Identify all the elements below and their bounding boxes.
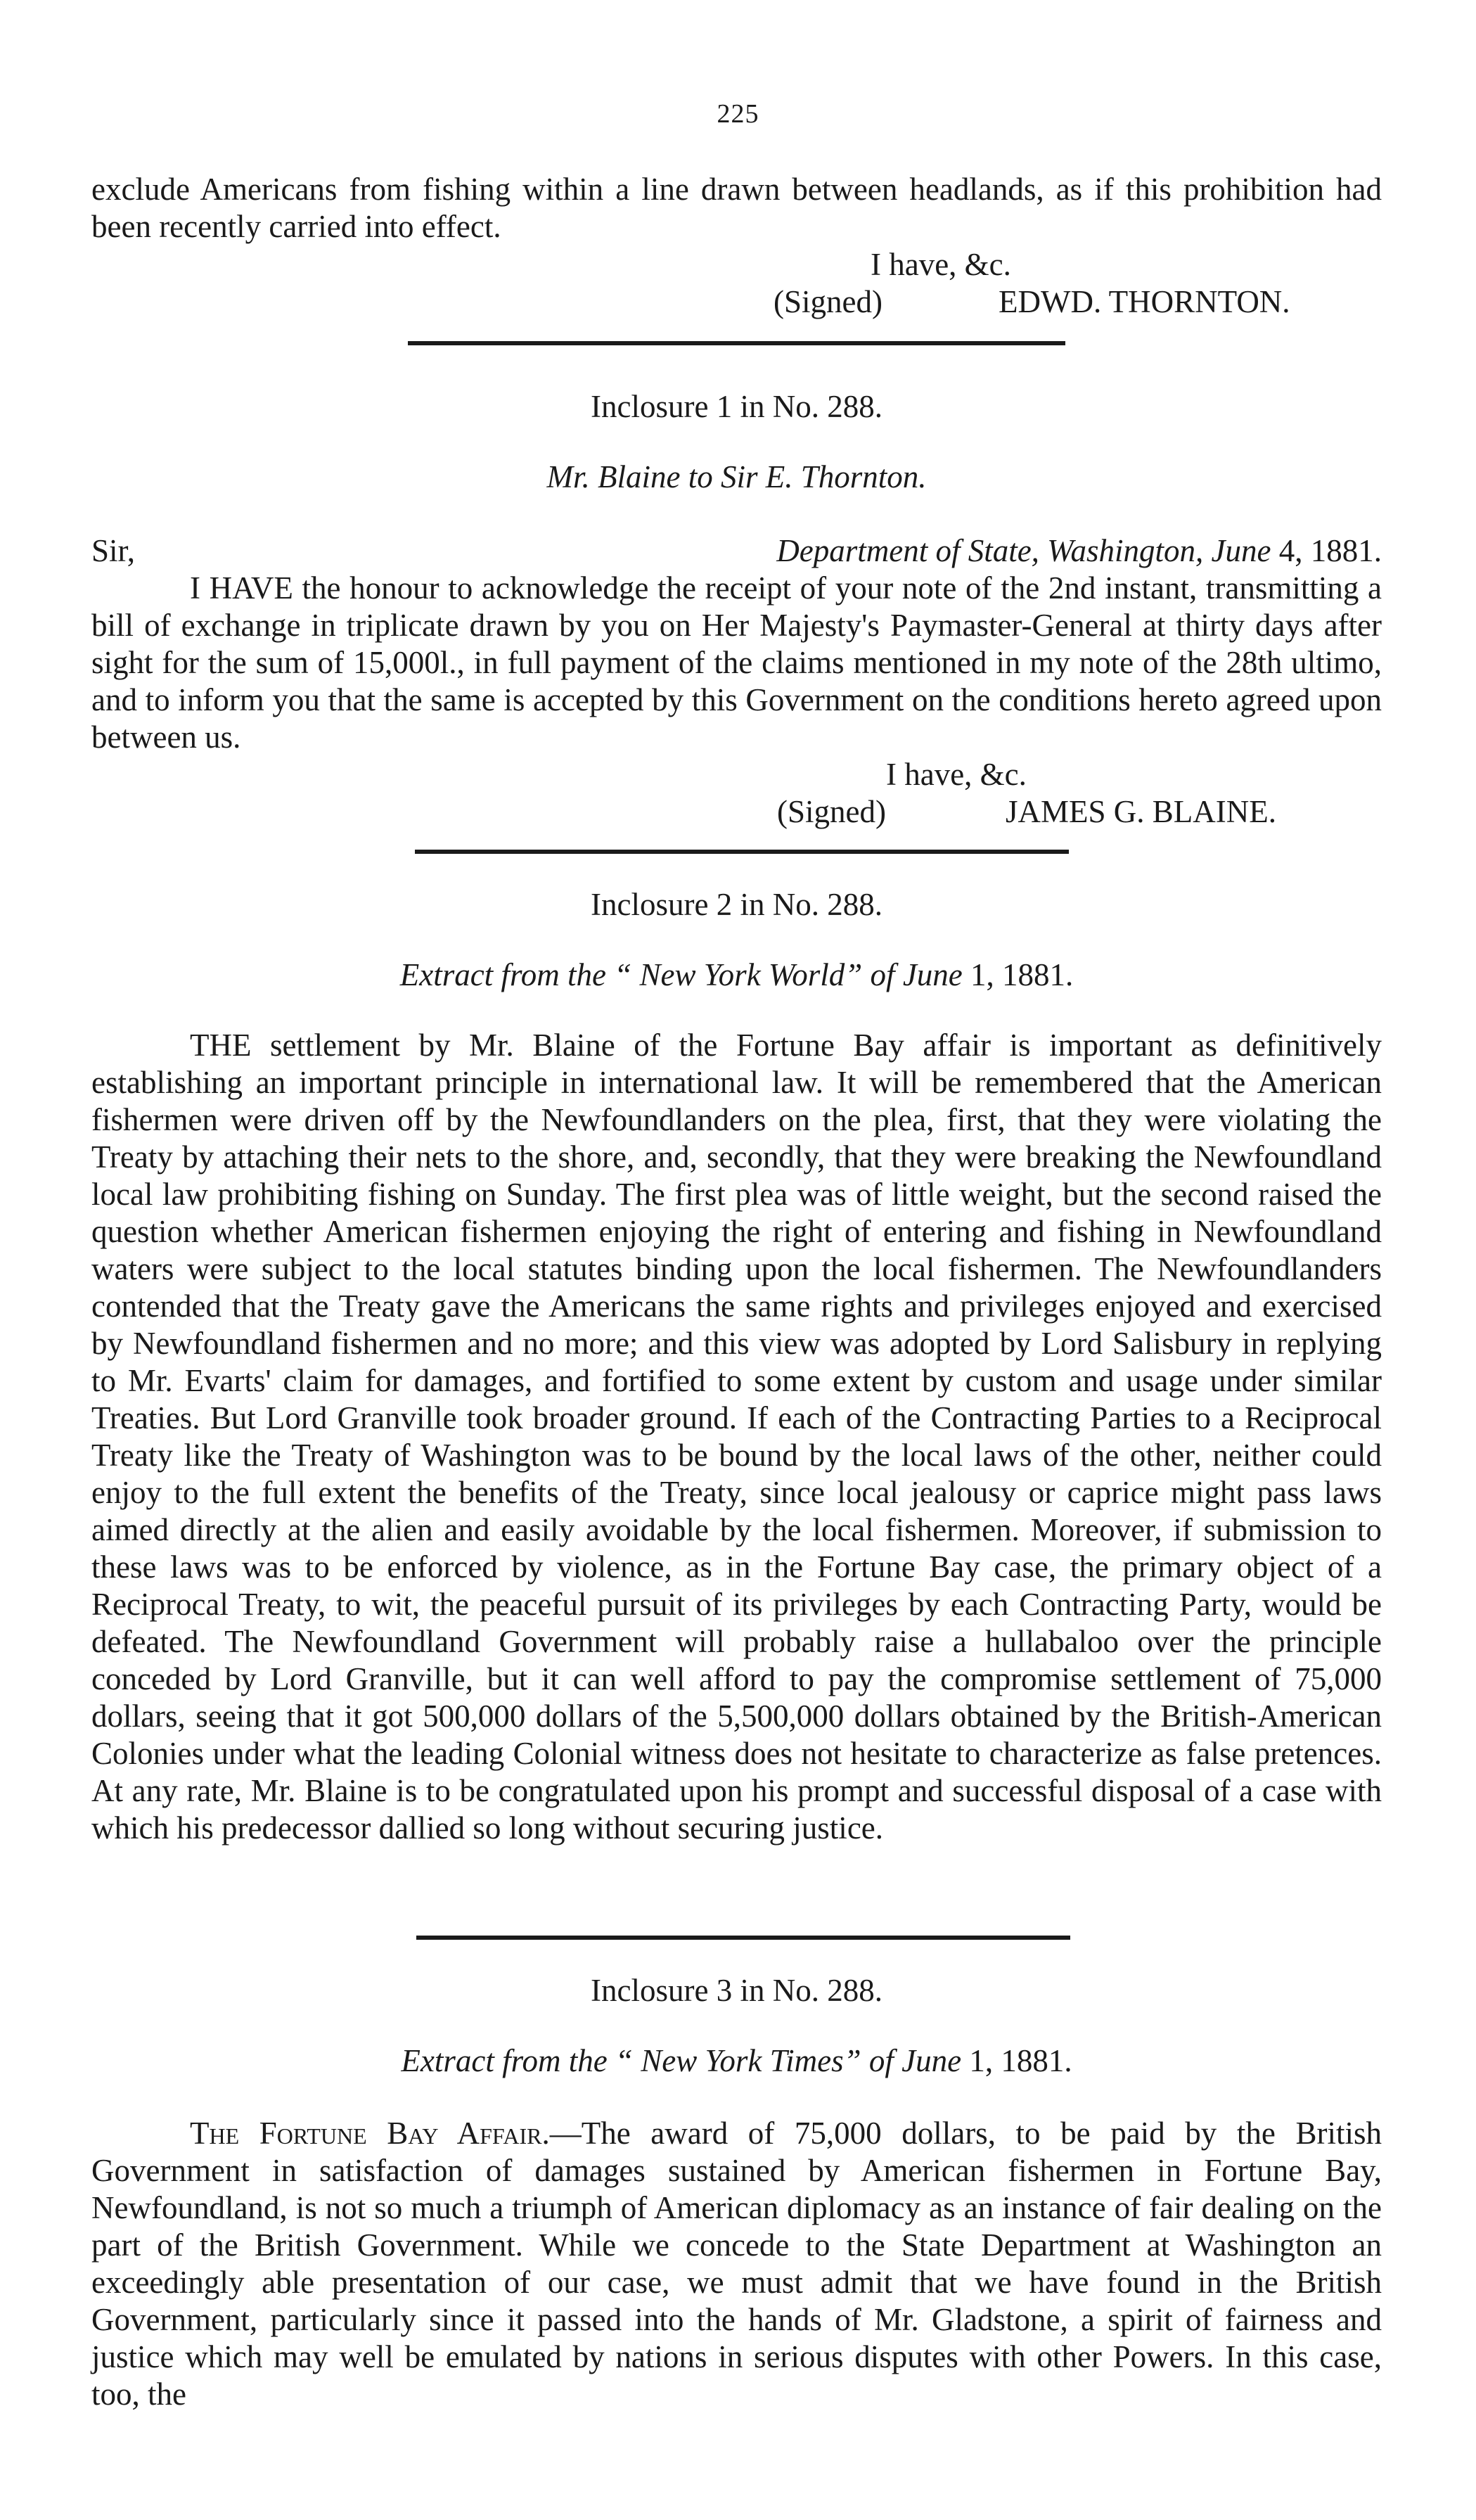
dateline — [776, 532, 1382, 570]
dateline-place: Department of State, Washington, June — [776, 533, 1271, 568]
inclosure2-heading: Inclosure 2 in No. 288. — [591, 887, 883, 922]
dateline-date: 4, 1881. — [1271, 533, 1382, 568]
opening-closing: I have, &c. — [871, 247, 1011, 282]
inclosure2-subheading — [91, 957, 1382, 994]
section-divider — [416, 1936, 1070, 1940]
opening-paragraph: exclude Americans from fishing within a line drawn between headlands, as if this prohibition had been recently carried into effect. — [91, 172, 1382, 244]
inclosure3-body — [91, 2115, 1382, 2413]
opening-signed-label: (Signed) — [774, 284, 883, 319]
salutation: Sir, — [91, 533, 135, 568]
inclosure2-subheading-source: Extract from the “ New York World” of June — [399, 957, 963, 992]
inclosure3-subheading-date: 1, 1881. — [961, 2043, 1072, 2078]
inclosure1-heading: Inclosure 1 in No. 288. — [591, 389, 883, 424]
inclosure2-subheading-date: 1, 1881. — [962, 957, 1074, 992]
section-divider — [408, 341, 1065, 345]
inclosure1-subheading: Mr. Blaine to Sir E. Thornton. — [546, 459, 927, 494]
inclosure3-lead: The Fortune Bay Affair. — [190, 2116, 550, 2151]
inclosure2-body: THE settlement by Mr. Blaine of the Fortune Bay affair is important as definitively establishing an important principle in international law. It will be remembered that the American fishermen were driven off by the Newfoundlanders on the plea, first, that they were violating the Treaty by attaching their nets to the shore, and, secondly, that they were breaking the Newfoundland local law prohibiting fishing on Sunday. The first plea was of little weight, but the second raised the question whether American fishermen enjoying the right of entering and fishing in Newfoundland waters were subject to the local statutes binding upon the local fishermen. The Newfoundlanders contended that the Treaty gave the Americans the same rights and privileges enjoyed and exercised by Newfoundland fishermen and no more; and this view was adopted by Lord Salisbury in replying to Mr. Evarts' claim for damages, and fortified to some extent by custom and usage under similar Treaties. But Lord Granville took broader ground. If each of the Contracting Parties to a Reciprocal Treaty like the Treaty of Washington was to be bound by the local laws of the other, neither could enjoy to the full extent the benefits of the Treaty, since local jealousy or caprice might pass laws aimed directly at the alien and easily avoidable by the local fishermen. Moreover, if submission to these laws was to be enforced by violence, as in the Fortune Bay case, the primary object of a Reciprocal Treaty, to wit, the peaceful pursuit of its privileges by each Contracting Party, would be defeated. The Newfoundland Government will probably raise a hullabaloo over the principle conceded by Lord Granville, but it can well afford to pay the compromise settlement of 75,000 dollars, seeing that it got 500,000 dollars of the 5,500,000 dollars obtained by the British-American Colonies under what the leading Colonial witness does not hesitate to characterize as false pretences. At any rate, Mr. Blaine is to be congratulated upon his prompt and successful disposal of a case with which his predecessor dallied so long without securing justice. — [91, 1028, 1382, 1846]
inclosure1-signer: JAMES G. BLAINE. — [1006, 794, 1277, 829]
section-divider — [415, 850, 1069, 854]
page-number: 225 — [717, 99, 759, 129]
inclosure1-body: I HAVE the honour to acknowledge the receipt of your note of the 2nd instant, transmitting a bill of exchange in triplicate drawn by you on Her Majesty's Paymaster-General at thirty days after sight for the sum of 15,000l., in full payment of the claims mentioned in my note of the 28th ultimo, and to inform you that the same is accepted by this Government on the conditions hereto agreed upon between us. — [91, 570, 1382, 755]
opening-signer: EDWD. THORNTON. — [999, 284, 1290, 319]
inclosure1-signed-label: (Signed) — [777, 794, 886, 829]
inclosure3-heading: Inclosure 3 in No. 288. — [591, 1973, 883, 2008]
inclosure3-subheading-source: Extract from the “ New York Times” of June — [401, 2043, 962, 2078]
inclosure1-closing: I have, &c. — [886, 757, 1027, 792]
inclosure3-subheading — [91, 2042, 1382, 2080]
inclosure3-text: —The award of 75,000 dollars, to be paid by the British Government in satisfaction of damages sustained by American fishermen in Fortune Bay, Newfoundland, is not so much a triumph of American diplomacy as an instance of fair dealing on the part of the British Government. While we concede to the State Department at Washington an exceedingly able presentation of our case, we must admit that we have found in the British Government, particularly since it passed into the hands of Mr. Gladstone, a spirit of fairness and justice which may well be emulated by nations in serious disputes with other Powers. In this case, too, the — [91, 2116, 1382, 2412]
